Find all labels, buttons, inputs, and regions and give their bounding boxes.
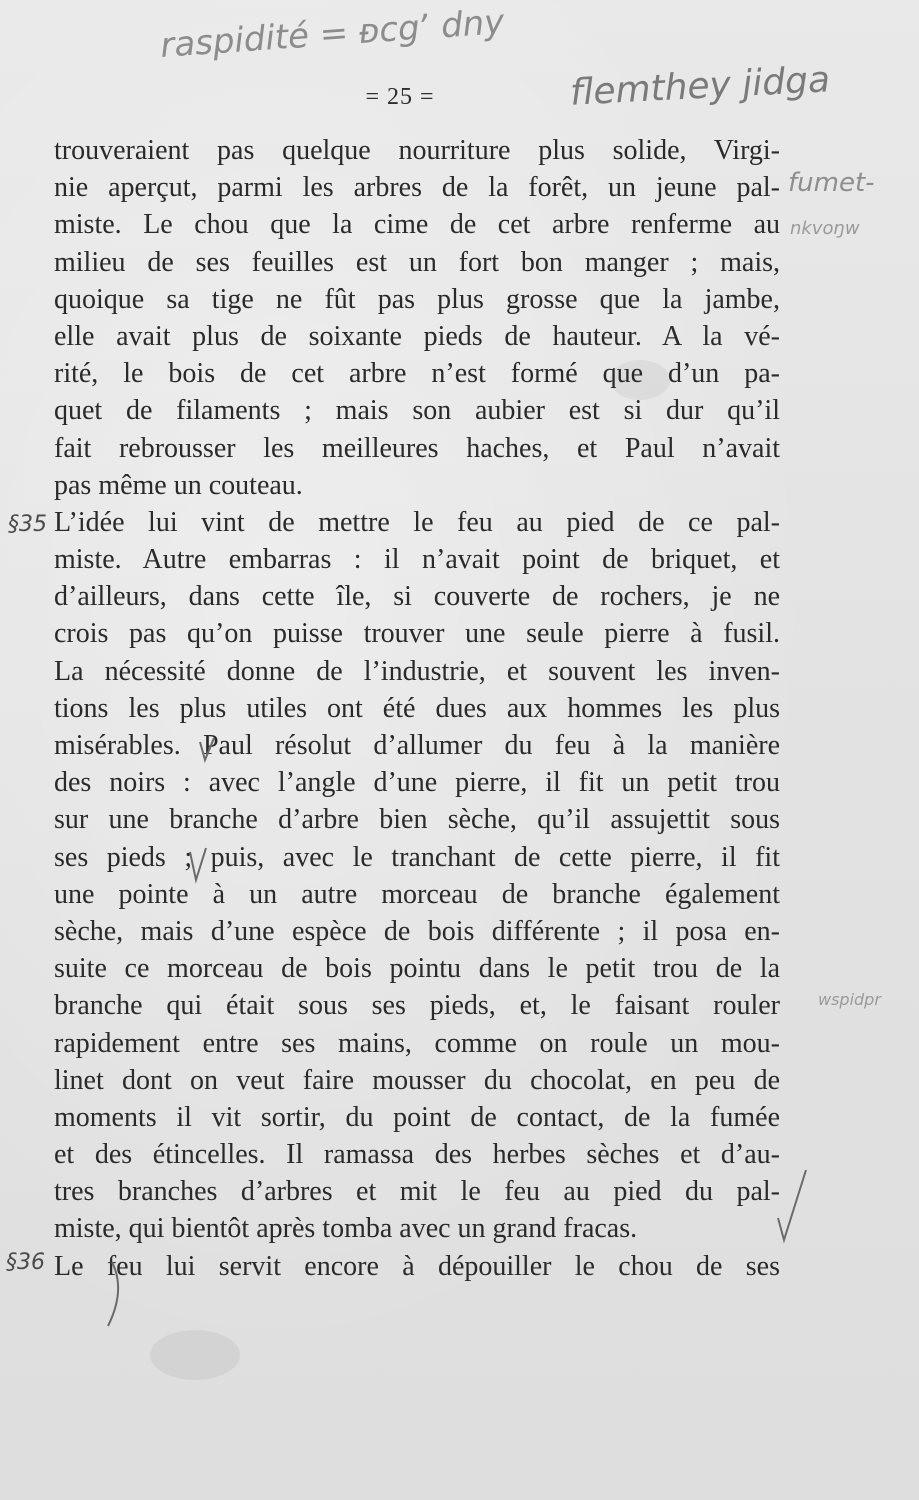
text-line: rité, le bois de cet arbre n’est formé que d’un pa- (54, 358, 780, 390)
text-line: et des étincelles. Il ramassa des herbes sèches et d’au- (54, 1139, 780, 1171)
text-line: miste, qui bientôt après tomba avec un grand fracas. (54, 1213, 638, 1245)
text-line: miste. Autre embarras : il n’avait point de briquet, et (54, 544, 780, 576)
handwritten-note-right-margin-3: wspidpr (818, 990, 881, 1009)
text-line: quoique sa tige ne fût pas plus grosse que la jambe, (54, 283, 780, 315)
text-line: tions les plus utiles ont été dues aux hommes les plus (54, 692, 780, 724)
section-mark-36: §36 (6, 1250, 45, 1275)
text-line: L’idée lui vint de mettre le feu au pied de ce pal- (54, 506, 780, 538)
text-line: branche qui était sous ses pieds, et, le faisant rouler (54, 990, 780, 1022)
text-line: d’ailleurs, dans cette île, si couverte de rochers, je ne (54, 581, 780, 613)
text-line: miste. Le chou que la cime de cet arbre renferme au (54, 209, 780, 241)
text-line: des noirs : avec l’angle d’une pierre, il fit un petit trou (54, 767, 780, 799)
body-text (54, 132, 780, 1285)
text-line: rapidement entre ses mains, comme on roule un mou- (54, 1027, 780, 1059)
text-line: Le feu lui servit encore à dépouiller le chou de ses (54, 1250, 780, 1282)
text-line: tres branches d’arbres et mit le feu au pied du pal- (54, 1176, 780, 1208)
text-line: sur une branche d’arbre bien sèche, qu’il assujettit sous (54, 804, 780, 836)
text-line: fait rebrousser les meilleures haches, et Paul n’avait (54, 432, 780, 464)
text-line: milieu de ses feuilles est un fort bon manger ; mais, (54, 246, 780, 278)
handwritten-note-right-margin-1: fumet- (788, 168, 875, 198)
text-line: sèche, mais d’une espèce de bois différente ; il posa en- (54, 915, 780, 947)
text-line: une pointe à un autre morceau de branche également (54, 878, 780, 910)
text-line: suite ce morceau de bois pointu dans le petit trou de la (54, 953, 780, 985)
section-mark-35: §35 (8, 512, 47, 537)
handwritten-note-top-right: flemthey jidga (569, 59, 831, 114)
text-line: pas même un couteau. (54, 469, 303, 501)
text-line: crois pas qu’on puisse trouver une seule pierre à fusil. (54, 618, 780, 650)
text-line: elle avait plus de soixante pieds de hauteur. A la vé- (54, 320, 780, 352)
text-line: ses pieds ; puis, avec le tranchant de cette pierre, il fit (54, 841, 780, 873)
handwritten-note-right-margin-2: nkvoŋw (790, 218, 860, 239)
text-line: moments il vit sortir, du point de contact, de la fumée (54, 1101, 780, 1133)
check-mark-icon (778, 1170, 806, 1240)
text-line: nie aperçut, parmi les arbres de la forêt, un jeune pal- (54, 172, 780, 204)
text-line: trouveraient pas quelque nourriture plus solide, Virgi- (54, 135, 780, 166)
text-line: quet de filaments ; mais son aubier est si dur qu’il (54, 395, 780, 427)
text-line: La nécessité donne de l’industrie, et souvent les inven- (54, 655, 780, 687)
text-line: linet dont on veut faire mousser du chocolat, en peu de (54, 1064, 780, 1096)
handwritten-note-top-left: raspidité = ᴆcgʼ dny (159, 2, 506, 66)
text-line: misérables. Paul résolut d’allumer du feu à la manière (54, 730, 780, 761)
paper-stain (150, 1330, 240, 1380)
page-number: = 25 = (365, 84, 435, 110)
